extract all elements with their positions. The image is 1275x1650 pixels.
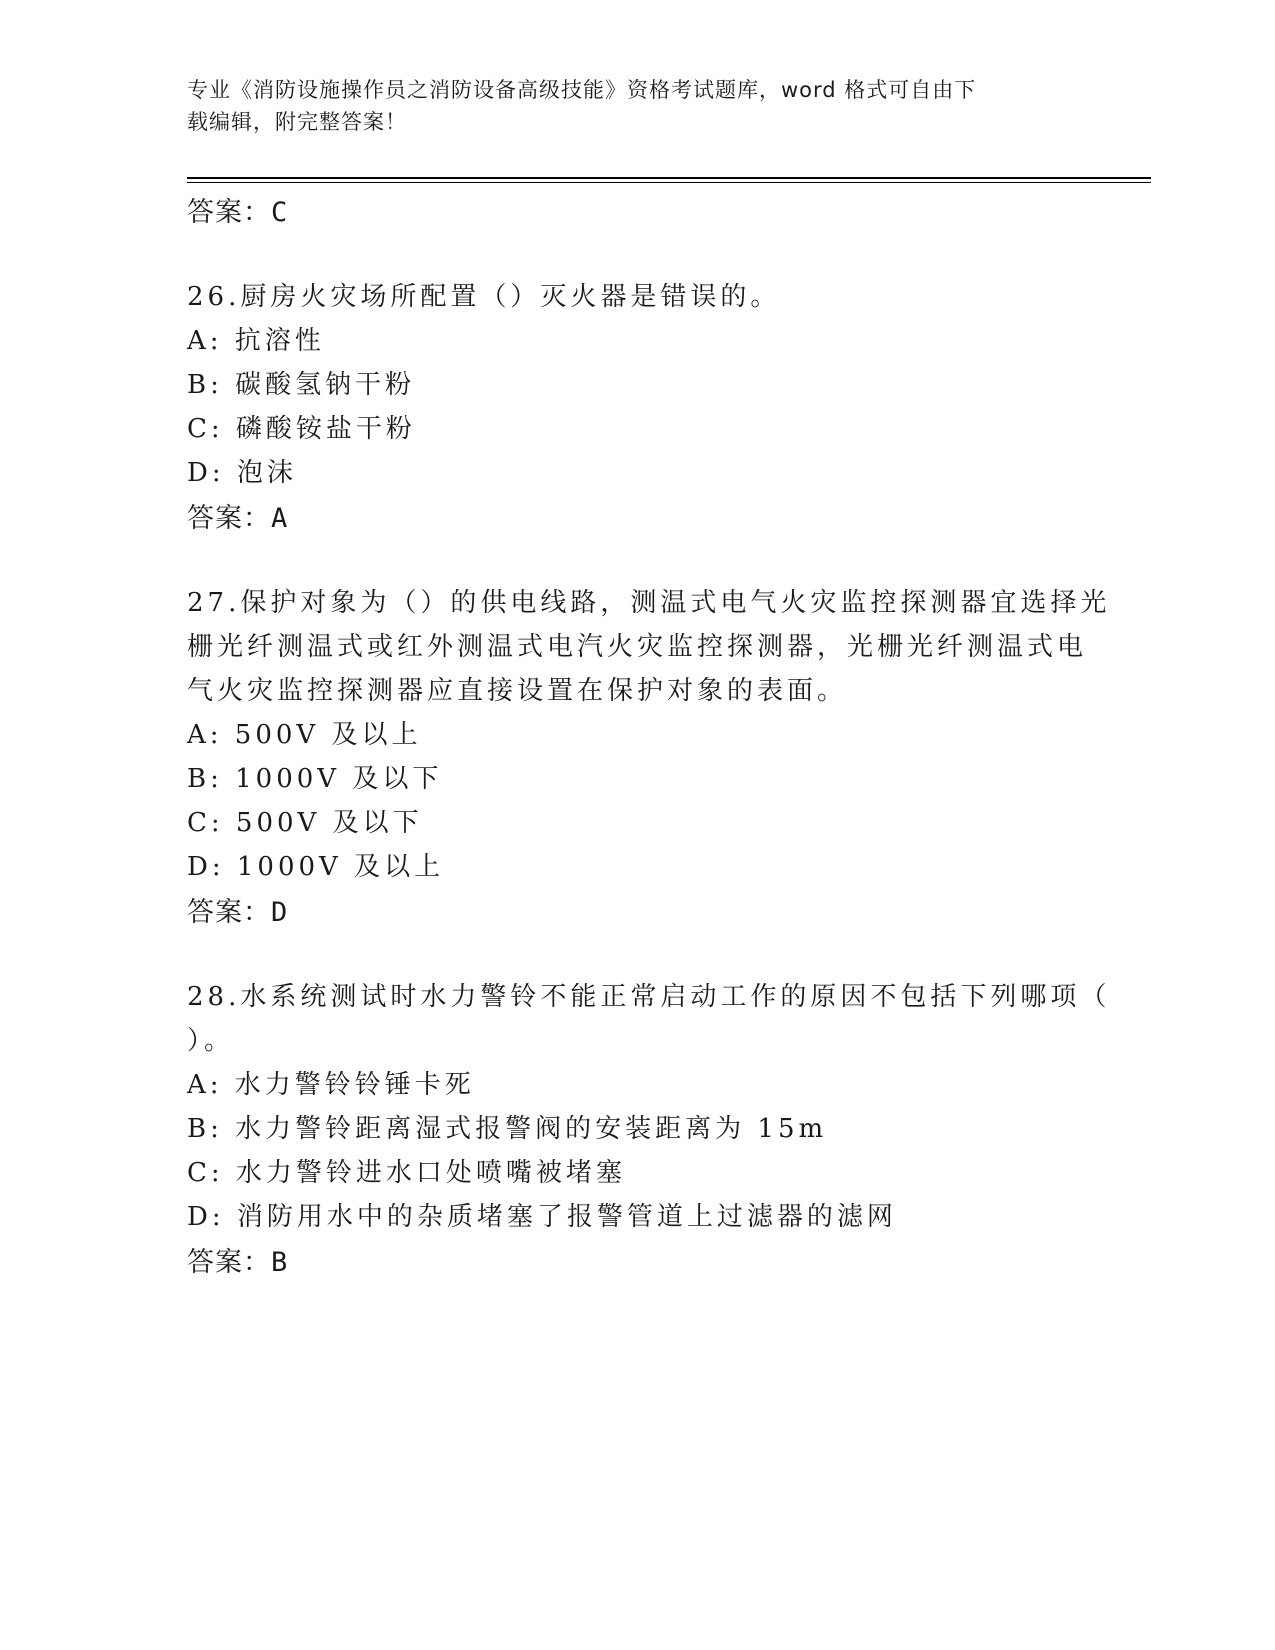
- question-stem-line-3: 气火灾监控探测器应直接设置在保护对象的表面。: [187, 676, 848, 706]
- question-stem-line-2: ）。: [187, 1026, 235, 1056]
- answer-value: C: [271, 197, 289, 228]
- header-divider-thick: [187, 177, 1151, 179]
- question-stem-line-1: 28.水系统测试时水力警铃不能正常启动工作的原因不包括下列哪项（: [187, 982, 1111, 1012]
- option-b: B: 1000V 及以下: [187, 764, 443, 794]
- option-b: B: 水力警铃距离湿式报警阀的安装距离为 15m: [187, 1114, 828, 1144]
- option-b: B: 碳酸氢钠干粉: [187, 370, 416, 400]
- header-line-1: 专业《消防设施操作员之消防设备高级技能》资格考试题库，word 格式可自由下: [187, 78, 977, 102]
- answer-label: 答案：: [187, 897, 271, 928]
- option-a: A: 水力警铃铃锤卡死: [187, 1070, 475, 1100]
- option-a: A: 500V 及以上: [187, 720, 422, 750]
- answer-line: [187, 190, 288, 229]
- option-d: D: 泡沫: [187, 458, 297, 488]
- answer-value: B: [271, 1247, 289, 1278]
- document-header: [187, 74, 1087, 138]
- answer-label: 答案：: [187, 1247, 271, 1278]
- option-c: C: 磷酸铵盐干粉: [187, 414, 416, 444]
- option-a: A: 抗溶性: [187, 326, 325, 356]
- question-stem-line-2: 栅光纤测温式或红外测温式电汽火灾监控探测器，光栅光纤测温式电: [187, 632, 1088, 662]
- header-divider-thin: [187, 182, 1151, 183]
- answer-line: [187, 496, 288, 535]
- option-d: D: 消防用水中的杂质堵塞了报警管道上过滤器的滤网: [187, 1202, 897, 1232]
- answer-line: [187, 1240, 288, 1279]
- question-stem-line-1: 27.保护对象为（）的供电线路，测温式电气火灾监控探测器宜选择光: [187, 588, 1111, 618]
- option-c: C: 水力警铃进水口处喷嘴被堵塞: [187, 1158, 626, 1188]
- answer-value: D: [271, 897, 289, 928]
- answer-label: 答案：: [187, 503, 271, 534]
- answer-line: [187, 890, 288, 929]
- option-d: D: 1000V 及以上: [187, 852, 445, 882]
- header-line-2: 载编辑，附完整答案！: [187, 110, 407, 134]
- answer-value: A: [271, 503, 289, 534]
- answer-label: 答案：: [187, 197, 271, 228]
- option-c: C: 500V 及以下: [187, 808, 423, 838]
- question-stem: 26.厨房火灾场所配置（）灭火器是错误的。: [187, 282, 781, 312]
